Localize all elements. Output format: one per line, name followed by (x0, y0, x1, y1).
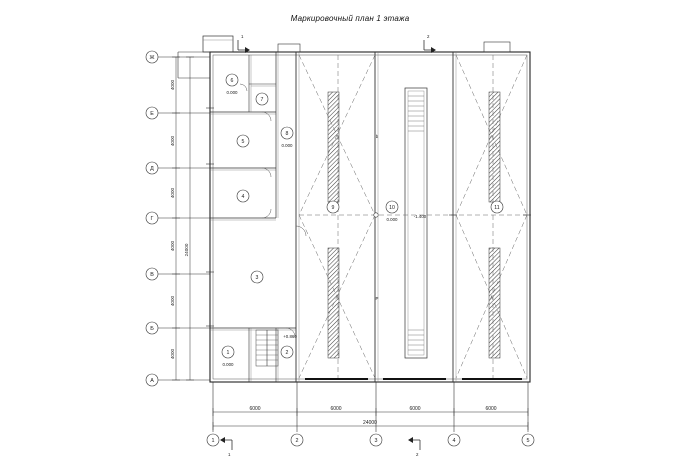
room-number-1: 1 (226, 350, 230, 356)
room-number-8: 8 (285, 131, 289, 137)
left-dim-2: 4000 (170, 135, 175, 147)
drawing-title: Маркировочный план 1 этажа (290, 14, 410, 23)
grid-axis-5: 5 (526, 438, 530, 444)
grid-axis-a: А (150, 378, 154, 384)
bottom-dim-1: 6000 (249, 406, 261, 412)
elevation-room-8: 0.000 (281, 143, 293, 148)
bottom-dim-4: 6000 (485, 406, 497, 412)
pit-elevation-mark: -1.400 (413, 214, 427, 219)
elevation-room-1: 0.000 (222, 362, 234, 367)
grid-axis-2: 2 (295, 438, 299, 444)
left-dim-1: 4000 (170, 79, 175, 91)
section-mark-top-1: 1 (241, 34, 244, 39)
elevation-room-2: +0.860 (283, 334, 297, 339)
grid-axis-3: 3 (374, 438, 378, 444)
elevation-room-10: 0.000 (386, 217, 398, 222)
bottom-dim-3: 6000 (409, 406, 421, 412)
grid-axis-v: В (150, 272, 154, 278)
section-mark-bottom-1: 1 (228, 452, 231, 457)
left-dim-5: 4000 (170, 295, 175, 307)
grid-axis-g: Г (150, 216, 154, 222)
room-number-4: 4 (241, 194, 245, 200)
grid-axis-4: 4 (452, 438, 456, 444)
left-dim-6: 4000 (170, 348, 175, 360)
room-number-5: 5 (241, 139, 245, 145)
annotation-p: P (375, 296, 379, 301)
room-number-2: 2 (285, 350, 289, 356)
overall-dim: 24000 (363, 420, 377, 426)
left-dim-3: 4000 (170, 187, 175, 199)
section-mark-bottom-2: 2 (416, 452, 419, 457)
elevation-room-6: 0.000 (226, 90, 238, 95)
room-number-9: 9 (331, 205, 335, 211)
room-number-7: 7 (260, 97, 264, 103)
annotation-b: b (375, 134, 379, 139)
room-number-6: 6 (230, 78, 234, 84)
left-dim-4: 4000 (170, 240, 175, 252)
grid-axis-b: Б (150, 326, 154, 332)
left-overall-dim: 24000 (184, 243, 189, 257)
room-number-11: 11 (494, 205, 500, 211)
section-mark-top-2: 2 (427, 34, 430, 39)
room-number-3: 3 (255, 275, 259, 281)
grid-axis-d: Д (150, 166, 154, 172)
room-number-10: 10 (389, 205, 395, 211)
grid-axis-1: 1 (211, 438, 215, 444)
bottom-dim-2: 6000 (330, 406, 342, 412)
grid-axis-e: Е (150, 111, 154, 117)
grid-axis-zh: Ж (149, 55, 155, 61)
